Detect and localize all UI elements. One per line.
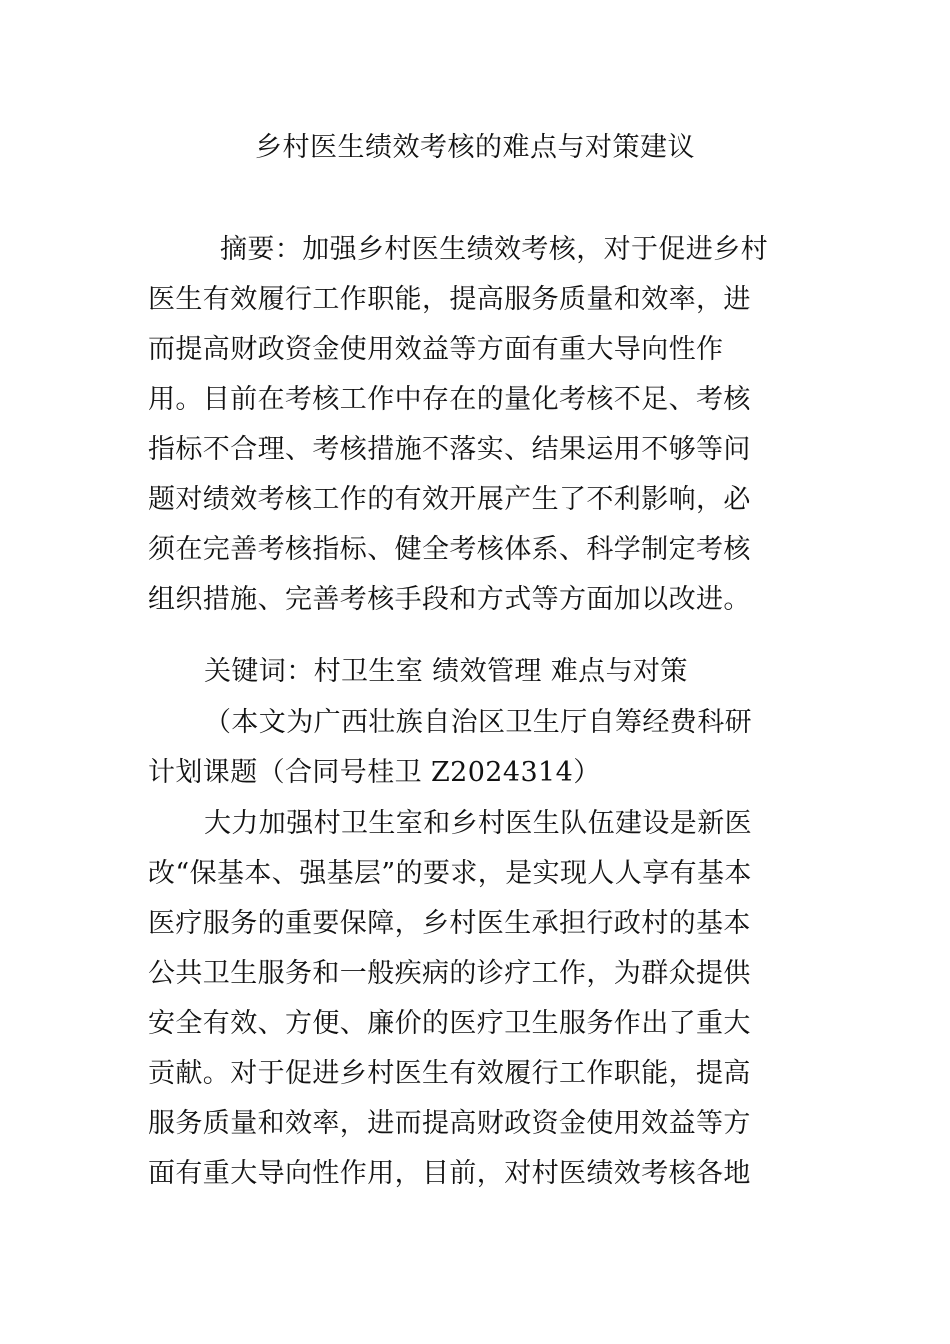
funding-line: （本文为广西壮族自治区卫生厅自筹经费科研 (204, 707, 752, 738)
abstract-line: 医生有效履行工作职能，提高服务质量和效率，进 (148, 284, 751, 315)
intro-line: 医疗服务的重要保障，乡村医生承担行政村的基本 (148, 908, 751, 939)
funding-line: 计划课题（合同号桂卫 Z2024314） (148, 757, 601, 788)
abstract-line: 组织措施、完善考核手段和方式等方面加以改进。 (148, 584, 751, 615)
keywords-paragraph (148, 647, 808, 697)
abstract-line: 指标不合理、考核措施不落实、结果运用不够等问 (148, 434, 751, 465)
intro-line: 贡献。对于促进乡村医生有效履行工作职能，提高 (148, 1058, 751, 1089)
abstract-line: 摘要：加强乡村医生绩效考核，对于促进乡村 (220, 234, 768, 265)
abstract-paragraph (148, 225, 808, 625)
intro-line: 大力加强村卫生室和乡村医生队伍建设是新医 (204, 808, 752, 839)
document-title: 乡村医生绩效考核的难点与对策建议 (255, 132, 695, 163)
abstract-line: 用。目前在考核工作中存在的量化考核不足、考核 (148, 384, 751, 415)
funding-note-paragraph (148, 698, 808, 798)
keywords-line: 关键词：村卫生室 绩效管理 难点与对策 (204, 656, 688, 687)
abstract-line: 须在完善考核指标、健全考核体系、科学制定考核 (148, 534, 751, 565)
abstract-line: 题对绩效考核工作的有效开展产生了不利影响，必 (148, 484, 751, 515)
intro-line: 改“保基本、强基层”的要求，是实现人人享有基本 (148, 858, 752, 889)
intro-line: 面有重大导向性作用，目前，对村医绩效考核各地 (148, 1158, 751, 1189)
introduction-paragraph (148, 799, 808, 1199)
abstract-line: 而提高财政资金使用效益等方面有重大导向性作 (148, 334, 724, 365)
intro-line: 服务质量和效率，进而提高财政资金使用效益等方 (148, 1108, 751, 1139)
intro-line: 安全有效、方便、廉价的医疗卫生服务作出了重大 (148, 1008, 751, 1039)
intro-line: 公共卫生服务和一般疾病的诊疗工作，为群众提供 (148, 958, 751, 989)
